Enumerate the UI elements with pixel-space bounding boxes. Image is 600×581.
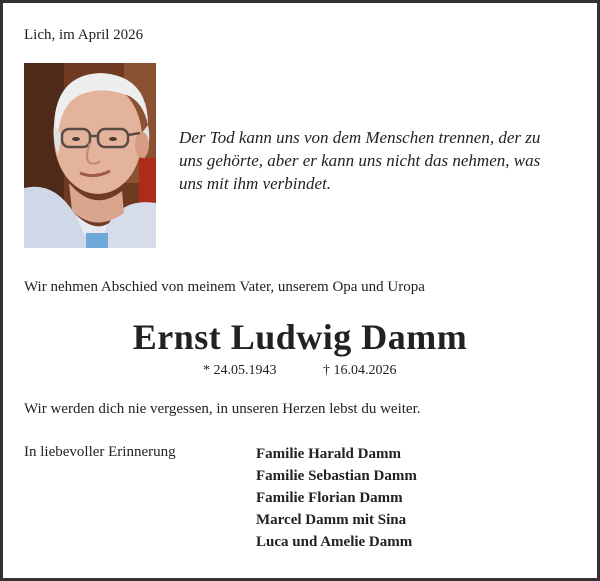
family-entry: Marcel Damm mit Sina [256,512,407,528]
birth-date: * 24.05.1943 [203,363,277,378]
family-list [256,443,417,553]
intro-text: Wir nehmen Abschied von meinem Vater, unserem Opa und Uropa [24,279,425,295]
portrait-photo [24,63,156,248]
family-entry: Familie Sebastian Damm [256,468,417,484]
family-entry: Familie Harald Damm [256,446,401,462]
place-date: Lich, im April 2026 [24,27,144,43]
portrait-illustration [24,63,156,248]
family-entry: Luca und Amelie Damm [256,534,413,550]
closing-text: Wir werden dich nie vergessen, in unseren Herzen lebst du weiter. [24,401,421,417]
quote [179,126,579,195]
quote-line: uns gehörte, aber er kann uns nicht das nehmen, was [179,151,541,170]
quote-line: uns mit ihm verbindet. [179,174,332,193]
death-date: † 16.04.2026 [323,363,397,378]
deceased-name: Ernst Ludwig Damm [132,317,468,357]
memory-label: In liebevoller Erinnerung [24,444,176,460]
family-entry: Familie Florian Damm [256,490,403,506]
quote-line: Der Tod kann uns von dem Menschen trennen, der zu [179,128,541,147]
